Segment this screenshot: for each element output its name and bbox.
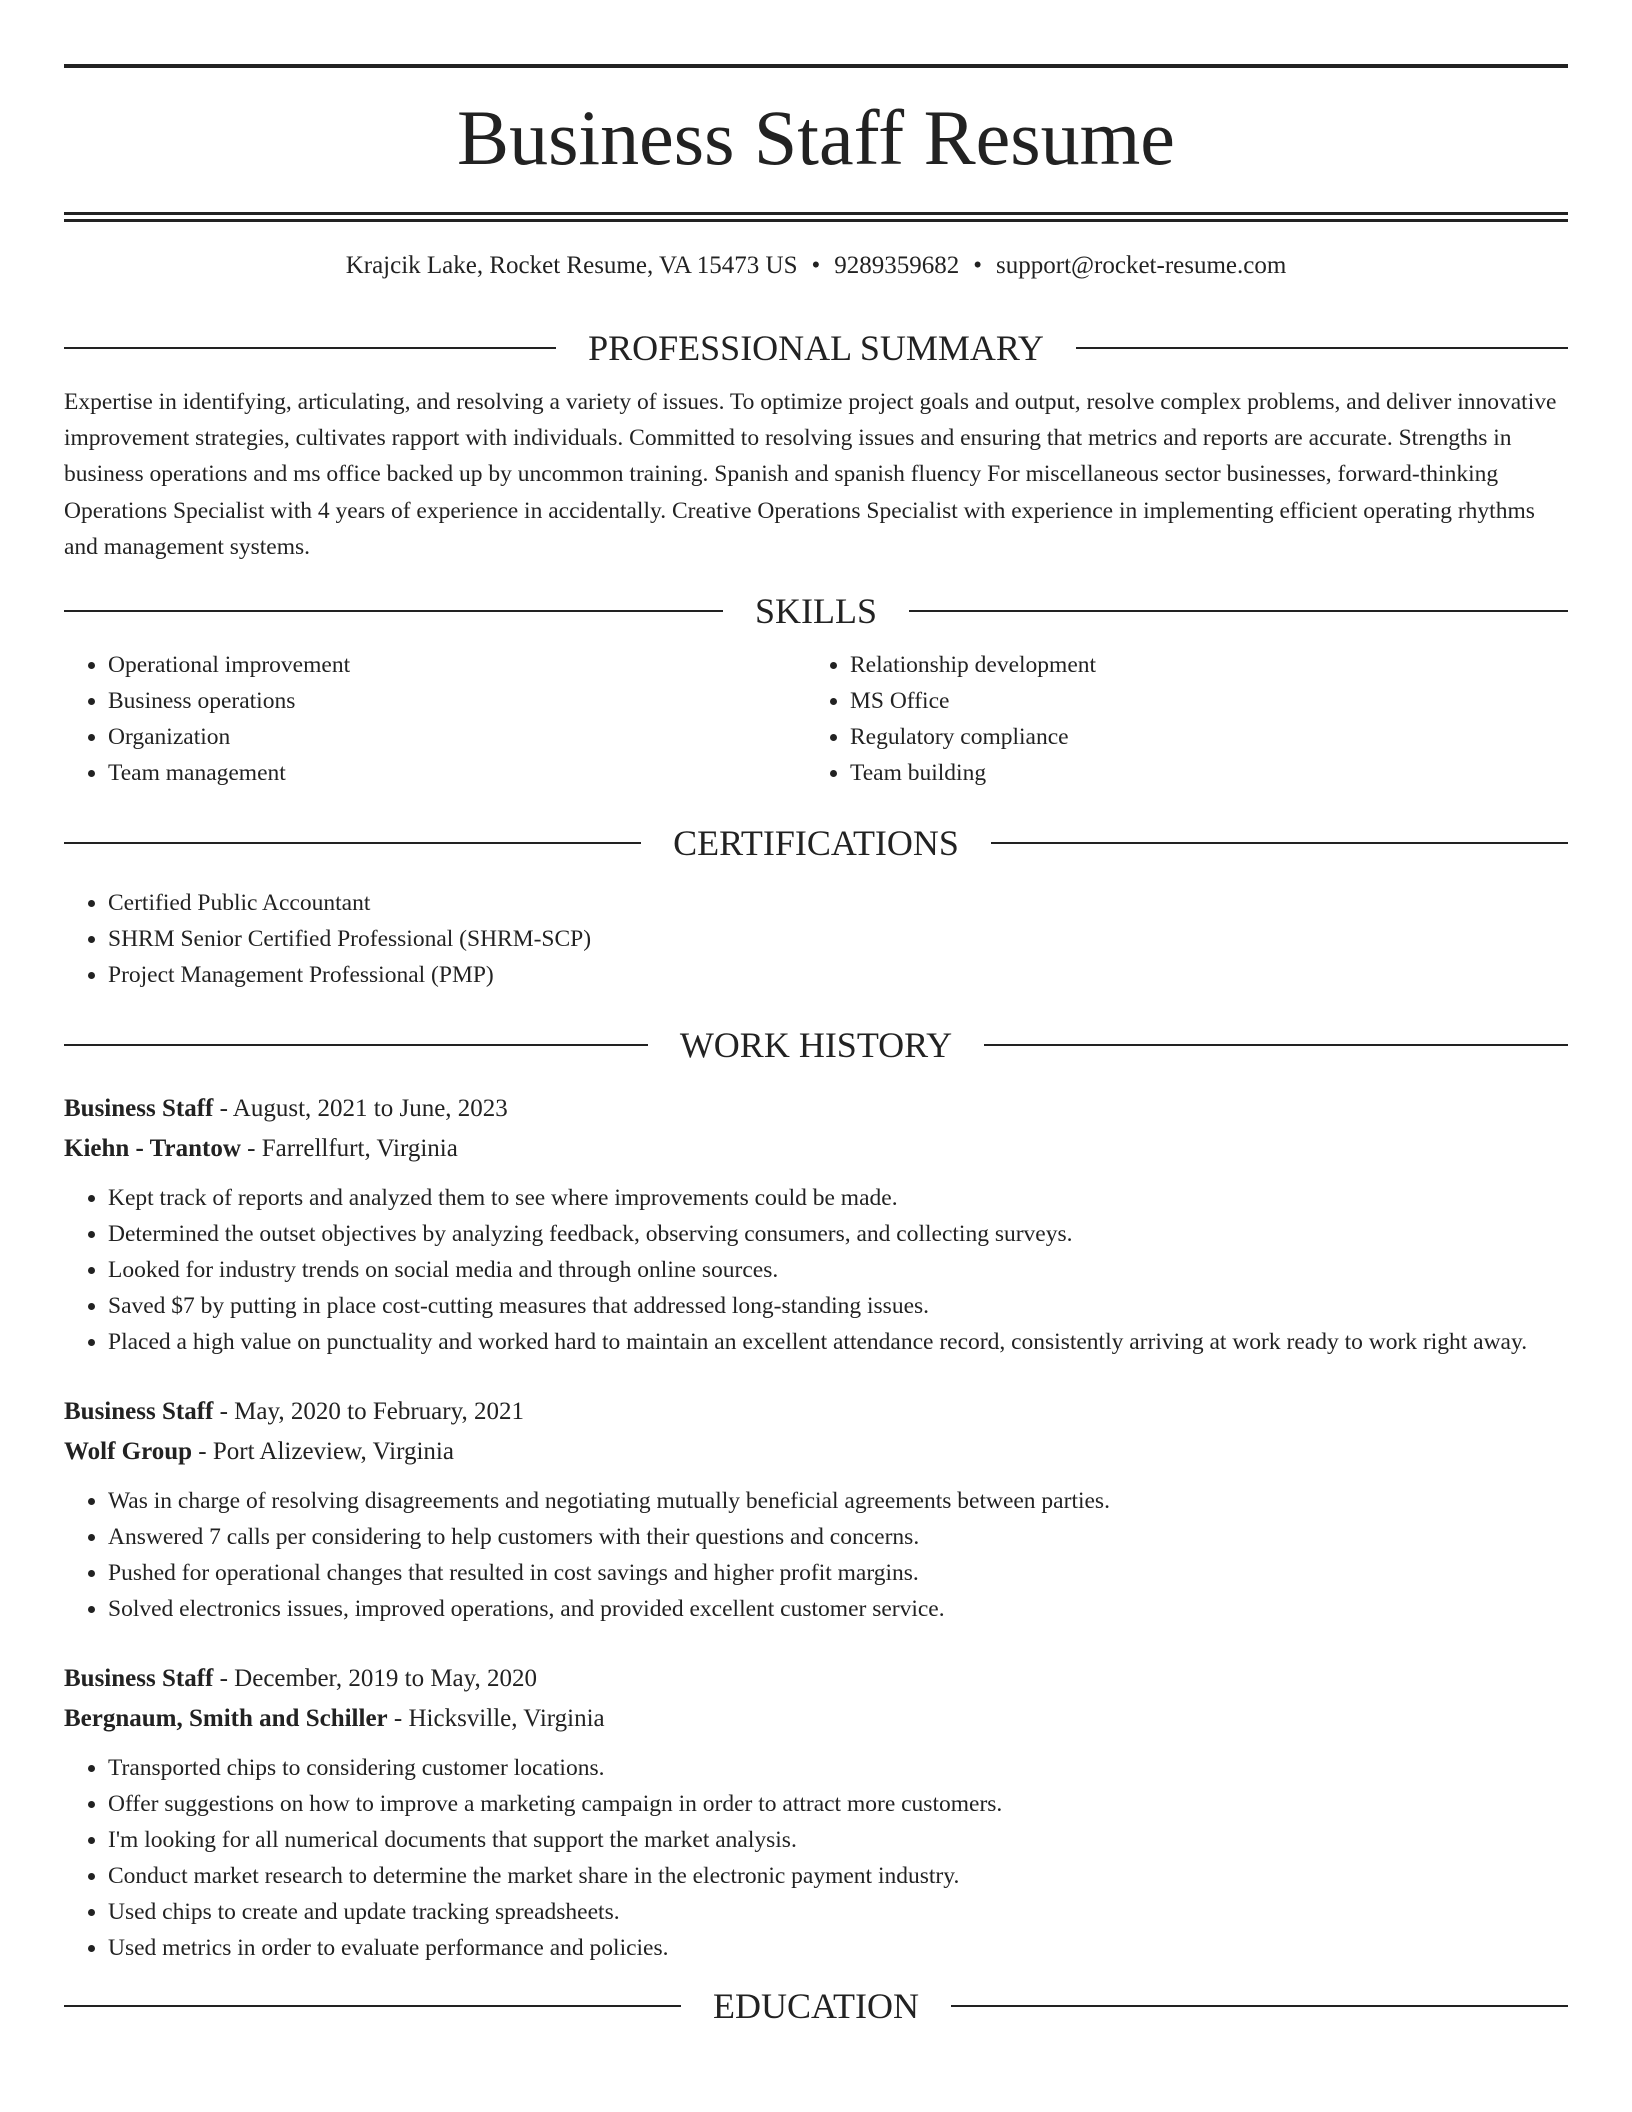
job-company-line: Bergnaum, Smith and Schiller - Hicksville, Virginia [64,1704,605,1732]
job-company: Bergnaum, Smith and Schiller [64,1704,388,1732]
skills-column-left [64,647,806,791]
section-rule [984,1044,1568,1046]
job-bullet: • Saved $7 by putting in place cost-cutting measures that addressed long-standing issues. [108,1288,1568,1324]
job-dates: December, 2019 to May, 2020 [234,1665,538,1693]
job-dates: August, 2021 to June, 2023 [232,1095,508,1123]
section-rule [64,610,723,612]
job-bullets [64,1483,1568,1627]
section-rule [991,842,1568,844]
job-bullets [64,1180,1568,1360]
skills-list-right [806,647,1548,791]
title-double-rule [64,212,1568,222]
summary-text: Expertise in identifying, articulating, and resolving a variety of issues. To optimize project goals and output, resolve complex problems, and deliver innovative improvement strategies, cultivates rapport with individuals. Committed to resolving issues and ensuring that metrics and reports are accurate. Strengths in business operations and ms office backed up by uncommon training. Spanish and spanish fluency For miscellaneous sector businesses, forward-thinking Operations Specialist with 4 years of experience in accidentally. Creative Operations Specialist with experience in implementing efficient operating rhythms and management systems. [64,389,1557,560]
job-location: Hicksville, Virginia [408,1704,605,1732]
section-rule [1076,347,1568,349]
job-bullet: • Kept track of reports and analyzed them to see where improvements could be made. [108,1180,1568,1216]
skills-grid [64,647,1568,791]
job-company-line: Wolf Group - Port Alizeview, Virginia [64,1437,454,1465]
work-history-heading: WORK HISTORY [679,1025,953,1066]
job-bullet: • Offer suggestions on how to improve a marketing campaign in order to attract more customers. [108,1786,1568,1822]
job-location: Port Alizeview, Virginia [212,1437,454,1465]
job-bullet: • Answered 7 calls per considering to help customers with their questions and concerns. [108,1519,1568,1555]
section-rule [64,2005,681,2007]
skill-item: • Team building [850,755,1548,791]
section-rule [64,1044,648,1046]
skills-list-left [64,647,806,791]
skill-item: • Business operations [108,683,806,719]
section-rule [951,2005,1568,2007]
resume-page [64,64,1568,2028]
job-bullet: • Used chips to create and update tracking spreadsheets. [108,1894,1568,1930]
summary-section-header [64,326,1568,370]
job-bullet: • Transported chips to considering customer locations. [108,1750,1568,1786]
job-bullet: • Determined the outset objectives by analyzing feedback, observing consumers, and collecting surveys. [108,1216,1568,1252]
skills-column-right [806,647,1548,791]
job-location: Farrellfurt, Virginia [261,1134,458,1162]
skills-section-header [64,589,1568,633]
certifications-list [64,885,1568,993]
job-bullet: • Used metrics in order to evaluate performance and policies. [108,1930,1568,1966]
summary-heading: PROFESSIONAL SUMMARY [588,328,1044,368]
skill-item: • Team management [108,755,806,791]
contact-separator: • [811,252,821,279]
contact-address: Krajcik Lake, Rocket Resume, VA 15473 US [345,252,798,279]
job-title: Business Staff [64,1398,214,1426]
education-section-header [64,1984,1568,2028]
job-bullet: • Was in charge of resolving disagreements and negotiating mutually beneficial agreements between parties. [108,1483,1568,1519]
skill-item: • Regulatory compliance [850,719,1548,755]
skill-item: • Organization [108,719,806,755]
section-rule [64,842,641,844]
job-bullet: • Solved electronics issues, improved operations, and provided excellent customer service. [108,1591,1568,1627]
contact-line [64,246,1568,286]
contact-email: support@rocket-resume.com [996,252,1287,279]
job-title-line: Business Staff - December, 2019 to May, 2020 [64,1665,538,1693]
education-heading: EDUCATION [713,1986,919,2027]
certifications-heading: CERTIFICATIONS [673,823,959,864]
job-company: Kiehn - Trantow [64,1134,241,1162]
certification-item: • SHRM Senior Certified Professional (SHRM-SCP) [108,921,1568,957]
certifications-section-header [64,821,1568,865]
job-entry [64,1659,1568,1966]
job-company: Wolf Group [64,1437,193,1465]
job-bullet: • Looked for industry trends on social media and through online sources. [108,1252,1568,1288]
job-bullet: • Conduct market research to determine the market share in the electronic payment industry. [108,1858,1568,1894]
skills-heading: SKILLS [755,591,878,632]
job-company-line: Kiehn - Trantow - Farrellfurt, Virginia [64,1134,458,1162]
job-bullet: • I'm looking for all numerical documents that support the market analysis. [108,1822,1568,1858]
job-title-line: Business Staff - May, 2020 to February, 2021 [64,1398,524,1426]
skill-item: • Operational improvement [108,647,806,683]
job-title-line: Business Staff - August, 2021 to June, 2023 [64,1095,508,1123]
job-bullet: • Pushed for operational changes that resulted in cost savings and higher profit margins. [108,1555,1568,1591]
work-history-section-header [64,1023,1568,1067]
certification-item: • Project Management Professional (PMP) [108,957,1568,993]
job-bullets [64,1750,1568,1966]
job-entry [64,1089,1568,1360]
contact-phone: 9289359682 [834,252,960,279]
job-title: Business Staff [64,1665,214,1693]
section-rule [64,347,556,349]
job-entry [64,1392,1568,1627]
job-bullet: • Placed a high value on punctuality and worked hard to maintain an excellent attendance record, consistently arriving at work ready to work right away. [108,1324,1568,1360]
resume-title: Business Staff Resume [457,94,1175,181]
section-rule [909,610,1568,612]
skill-item: • MS Office [850,683,1548,719]
job-dates: May, 2020 to February, 2021 [234,1398,524,1426]
contact-separator: • [973,252,983,279]
skill-item: • Relationship development [850,647,1548,683]
job-title: Business Staff [64,1095,214,1123]
certification-item: • Certified Public Accountant [108,885,1568,921]
